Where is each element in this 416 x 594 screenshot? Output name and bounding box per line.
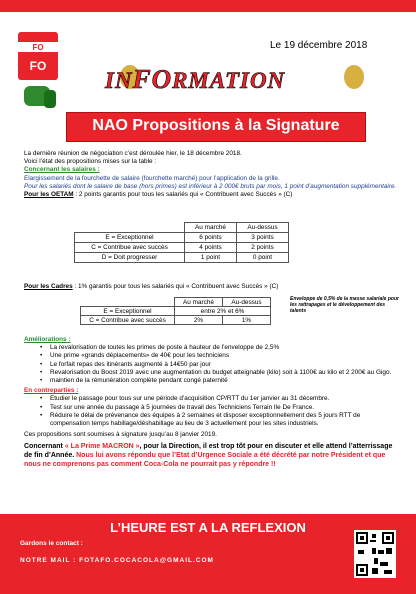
table-header-cell: Au-dessus	[223, 298, 271, 307]
ameliorations-heading: Améliorations :	[24, 336, 71, 343]
cadres-side-note: Enveloppe de 0,5% de la masse salariale pour les rattrapages et le développement des talents	[290, 296, 399, 314]
list-item: • Etudier le passage pour tous sur une période d’acquisition CP/RTT du 1er janvier au 31 décembre.	[40, 395, 398, 403]
information-heading: INFORMATION	[105, 64, 286, 94]
qr-code-icon[interactable]	[354, 530, 396, 578]
oetam-table	[74, 222, 289, 263]
salaries-text: Elargissement de la fourchette de salaire (fourchette marché) pour l’application de la grille.	[24, 174, 280, 182]
footer-contact-label: Gardons le contact :	[20, 540, 83, 547]
svg-text:FO: FO	[29, 59, 47, 73]
table-row	[75, 233, 289, 243]
list-item: • Le forfait repas des itinérants augmenté à 14€50 par jour	[40, 361, 398, 369]
list-item: • Test sur une année du passage à 5 journées de travail des Techniciens Terrain Ile De France.	[40, 404, 398, 412]
table-cell: 2 points	[237, 243, 289, 253]
contreparties-list	[40, 395, 398, 428]
footer-headline: L’HEURE EST A LA REFLEXION	[110, 520, 306, 535]
list-item: • Revalorisation du Boost 2019 avec une augmentation du budget atteignable (kilo) soit à 1100€ au kilo et 2 200€ au Gigo.	[40, 369, 398, 377]
table-row	[81, 298, 271, 307]
table-cell: 3 points	[237, 233, 289, 243]
table-cell: C = Contribue avec succès	[75, 243, 185, 253]
table-header-cell: Au-dessus	[237, 223, 289, 233]
table-cell: D = Doit progresser	[75, 253, 185, 263]
fo-union-logo	[14, 30, 62, 112]
closing-line-1: Ces propositions sont soumises à signature jusqu’au 8 janvier 2019.	[24, 431, 217, 439]
table-row	[75, 243, 289, 253]
salaries-heading: Concernant les salaires :	[24, 166, 100, 174]
top-color-bar	[0, 0, 416, 12]
intro-line-2: Voici l’état des propositions mises sur la table :	[24, 158, 157, 166]
table-row	[75, 253, 289, 263]
table-cell: 4 points	[185, 243, 237, 253]
document-date: Le 19 décembre 2018	[270, 40, 368, 51]
ameliorations-list	[40, 344, 398, 385]
table-cell: 0 point	[237, 253, 289, 263]
table-row	[75, 223, 289, 233]
contreparties-heading: En contreparties :	[24, 387, 79, 395]
svg-text:FO: FO	[32, 43, 44, 52]
email-link[interactable]: FOTAFO.COCACOLA@GMAIL.COM	[79, 557, 214, 564]
intro-line-1: La dernière réunion de négociation c’est déroulée hier, le 18 décembre 2018.	[24, 150, 242, 157]
table-row	[81, 307, 271, 316]
salaries-italic-note: Pour les salariés dont le salaire de base (hors primes) est inférieur à 2 000€ bruts par mois, 1 point d’augmentation supplémentaire.	[24, 182, 397, 190]
table-cell: E = Exceptionnel	[75, 233, 185, 243]
page-title: NAO Propositions à la Signature	[92, 117, 340, 134]
cadres-heading: Pour les Cadres : 1% garantis pour tous les salariés qui « Contribuent avec Succès » (C)	[24, 283, 279, 290]
ameliorations-section	[24, 336, 398, 469]
closing-paragraph: Concernant « La Prime MACRON », pour la Direction, il est trop tôt pour en discuter et elle attend l’atterrissage de fin d’Année. Nous lui avons répondu que l’Etat d’Urgence Sociale a été décrété par notre Président et que nous ne comprenons pas comment Coca-Cola ne pourrait pas y répondre !!	[24, 443, 393, 469]
oetam-heading: Pour les OETAM : 2 points garantis pour tous les salariés qui « Contribuent avec Succès » (C)	[24, 191, 293, 199]
table-cell: 2%	[175, 316, 223, 325]
list-item: • maintien de la rémunération complète pendant congé paternité	[40, 377, 398, 385]
table-cell: 6 points	[185, 233, 237, 243]
table-cell: entre 2% et 6%	[175, 307, 271, 316]
table-cell: E = Exceptionnel	[81, 307, 175, 316]
cadres-table	[80, 297, 271, 325]
table-cell: 1%	[223, 316, 271, 325]
table-cell: C = Contribue avec succès	[81, 316, 175, 325]
table-cell: 1 point	[185, 253, 237, 263]
table-header-cell: Au marché	[175, 298, 223, 307]
list-item: • Une prime «grands déplacements» de 40€ pour les techniciens	[40, 352, 398, 360]
list-item: • La revalorisation de toutes les primes de poste à hauteur de l’enveloppe de 2,5%	[40, 344, 398, 352]
cadres-section	[24, 283, 398, 291]
document-body	[24, 150, 398, 199]
footer-mail: NOTRE MAIL : FOTAFO.COCACOLA@GMAIL.COM	[20, 557, 214, 564]
table-row	[81, 316, 271, 325]
table-header-cell: Au marché	[185, 223, 237, 233]
list-item: • Réduire le délai de prévenance des équipes à 2 semaines et disposer exceptionnellement des 5 jours RTT de compensation temps habillage/déshabillage au lieu de 3 actuellement pour les sites industriels.	[40, 412, 398, 428]
